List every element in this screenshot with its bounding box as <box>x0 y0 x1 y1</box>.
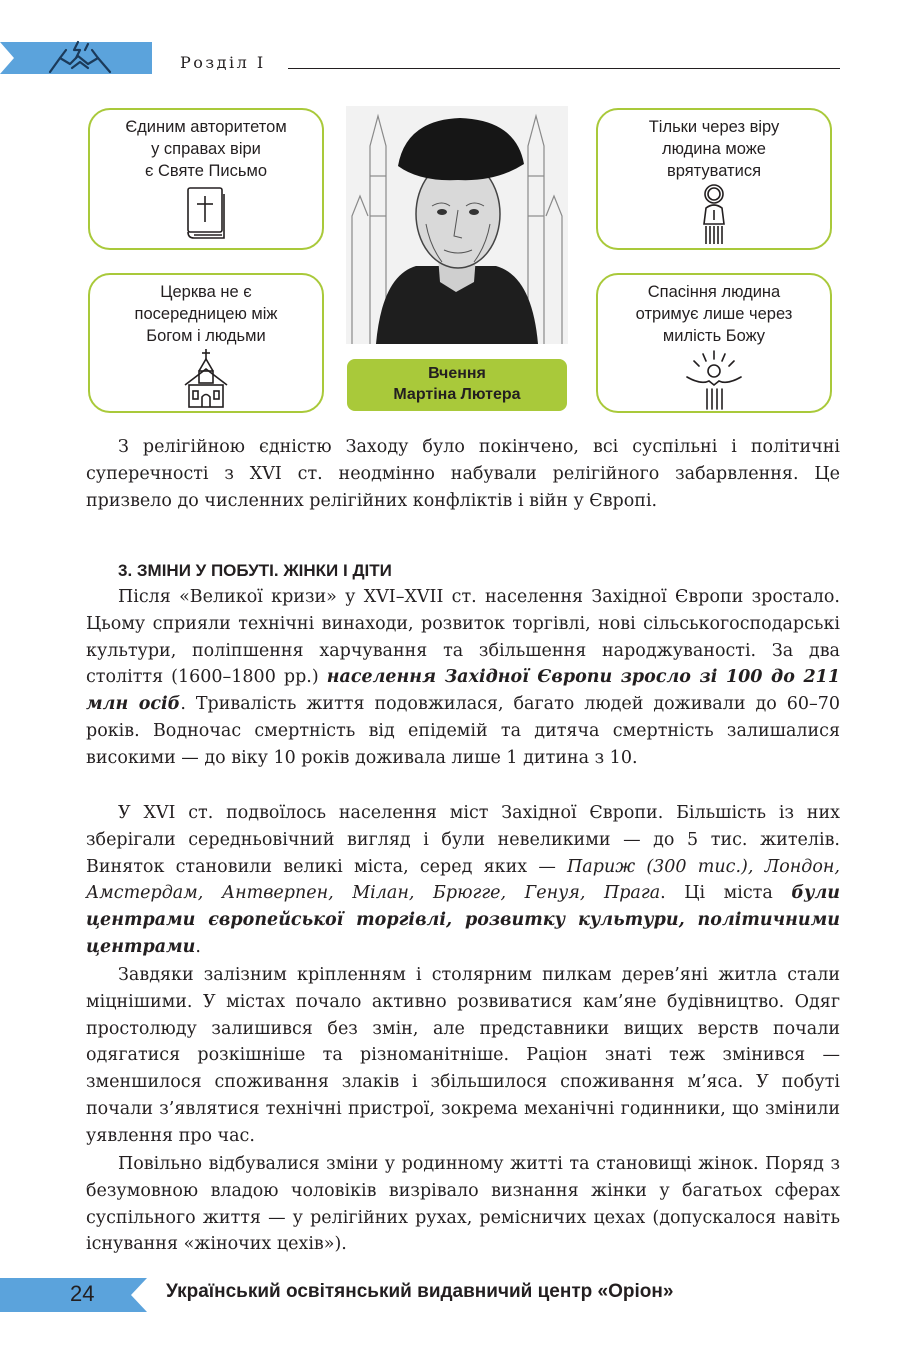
city-list: Париж (300 тис.), Лондон, Амстердам, Антверпен, Мілан, Брюгге, Генуя, Прага <box>86 856 840 904</box>
header-rule <box>288 68 840 69</box>
paragraph: З релігійною єдністю Заходу було покінчено, всі суспільні і політичні суперечності з XVI ст. неодмінно набували релігійного забарвлення. Це призвело до численних релігійних конфліктів і війн у Європі. <box>86 437 840 511</box>
box-line: у справах віри <box>151 140 261 158</box>
box-line: отримує лише через <box>635 305 793 323</box>
section-label: Розділ I <box>180 53 266 72</box>
footer-notch <box>131 1278 147 1312</box>
box-line: людина може <box>662 140 766 158</box>
paragraph: Після «Великої кризи» у XVI–XVII ст. населення Західної Європи зростало. Цьому сприяли технічні винаходи, розвиток торгівлі, нові сільськогосподарські культури, поліпшення харчування та збільшення народжуваності. За два століття (1600–1800 рр.) населення Західної Європи зросло зі 100 до 211 млн осіб. Тривалість життя подовжилася, багато людей доживали до 60–70 років. Водночас смертність від епідемій та дитяча смертність залишалися високими — до віку 10 років доживала лише 1 дитина з 10. <box>86 587 840 768</box>
bible-cross-icon <box>182 184 230 244</box>
doctrine-box-church <box>88 273 324 413</box>
portrait-caption <box>347 359 567 411</box>
doctrine-box-faith <box>596 108 832 250</box>
radiant-figure-icon <box>683 349 745 411</box>
box-line: посередницею між <box>134 305 278 323</box>
section-heading: 3. ЗМІНИ У ПОБУТІ. ЖІНКИ І ДІТИ <box>118 561 392 580</box>
box-line: Богом і людьми <box>146 327 266 345</box>
doctrine-box-scripture <box>88 108 324 250</box>
caption-line: Мартіна Лютера <box>393 386 521 403</box>
handshake-lightning-icon <box>44 38 116 78</box>
box-line: Спасіння людина <box>647 283 781 301</box>
martin-luther-portrait <box>346 106 568 344</box>
paragraph: Завдяки залізним кріпленням і столярним пилкам дерев’яні житла стали міцнішими. У містах почало активно розвиватися кам’яне будівництво. Одяг простолюду залишився без змін, але представники вищих верств почали одягатися розкішніше та різноманітніше. Раціон знаті теж змінився — зменшилося споживання злаків і збільшилося споживання м’яса. У побуті почали з’являтися технічні пристрої, зокрема механічні годинники, що змінили уявлення про час. <box>86 965 840 1146</box>
emphasis: населення Західної Європи зросло зі 100 до 211 млн осіб <box>86 667 840 715</box>
doctrine-box-grace <box>596 273 832 413</box>
church-icon <box>181 347 231 409</box>
emphasis: були центрами європейської торгівлі, розвитку культури, політичними центрами <box>86 883 840 957</box>
box-line: врятуватися <box>666 162 762 180</box>
page-number: 24 <box>70 1281 95 1306</box>
box-line: Церква не є <box>160 283 252 301</box>
box-line: є Святе Письмо <box>144 162 267 180</box>
box-line: Єдиним авторитетом <box>125 118 287 136</box>
box-line: милість Божу <box>662 327 766 345</box>
paragraph: Повільно відбувалися зміни у родинному житті та становищі жінок. Поряд з безумовною владою чоловіків визрівало визнання жінки у багатьох сферах суспільного життя — у релігійних рухах, ремісничих цехах (допускалося навіть існування «жіночих цехів»). <box>86 1154 840 1255</box>
box-line: Тільки через віру <box>648 118 780 136</box>
caption-line: Вчення <box>428 365 486 382</box>
header-arrow <box>0 42 14 74</box>
paragraph: У XVI ст. подвоїлось населення міст Західної Європи. Більшість із них зберігали середньовічний вигляд і були невеликими — до 5 тис. жителів. Виняток становили великі міста, серед яких — Париж (300 тис.), Лондон, Амстердам, Антверпен, Мілан, Брюгге, Генуя, Прага. Ці міста були центрами європейської торгівлі, розвитку культури, політичними центрами. <box>86 803 840 957</box>
publisher-name: Український освітянський видавничий центр «Оріон» <box>166 1281 674 1302</box>
praying-figure-icon <box>694 184 734 246</box>
